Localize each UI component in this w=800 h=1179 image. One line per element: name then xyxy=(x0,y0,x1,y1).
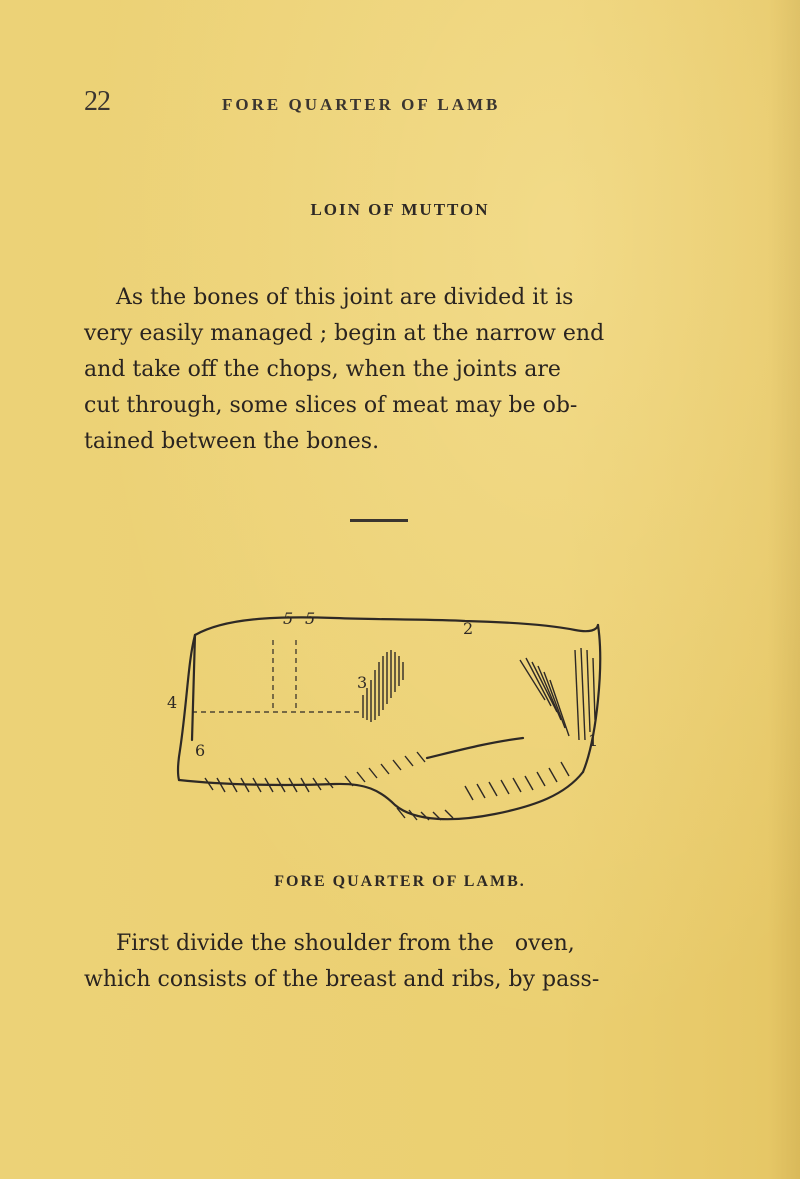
paragraph-line: which consists of the breast and ribs, by pass- xyxy=(84,967,600,992)
cut-label-1: 1 xyxy=(588,731,599,750)
cut-label-6: 6 xyxy=(195,741,206,760)
running-head: FORE QUARTER OF LAMB xyxy=(222,95,501,114)
paragraph-line: very easily managed ; begin at the narrow end xyxy=(84,321,605,346)
paragraph-line: tained between the bones. xyxy=(84,429,380,454)
section-title: LOIN OF MUTTON xyxy=(310,200,490,219)
cut-label-3: 3 xyxy=(357,673,368,692)
paragraph-line: First divide the shoulder from the oven, xyxy=(116,931,575,956)
cut-label-4: 4 xyxy=(167,693,178,712)
cut-label-2: 2 xyxy=(463,619,474,638)
continuation-paragraph xyxy=(84,926,704,998)
fore-quarter-illustration xyxy=(165,600,615,830)
paragraph-line: As the bones of this joint are divided it is xyxy=(116,285,574,310)
section-paragraph xyxy=(84,280,704,460)
cut-label-5b: 5 xyxy=(305,609,316,628)
cut-label-5a: 5 xyxy=(283,609,294,628)
paragraph-line: and take off the chops, when the joints are xyxy=(84,357,561,382)
page-number: 22 xyxy=(84,86,110,117)
figure-caption: FORE QUARTER OF LAMB. xyxy=(274,873,526,890)
paragraph-line: cut through, some slices of meat may be ob- xyxy=(84,393,578,418)
section-divider xyxy=(350,519,408,522)
